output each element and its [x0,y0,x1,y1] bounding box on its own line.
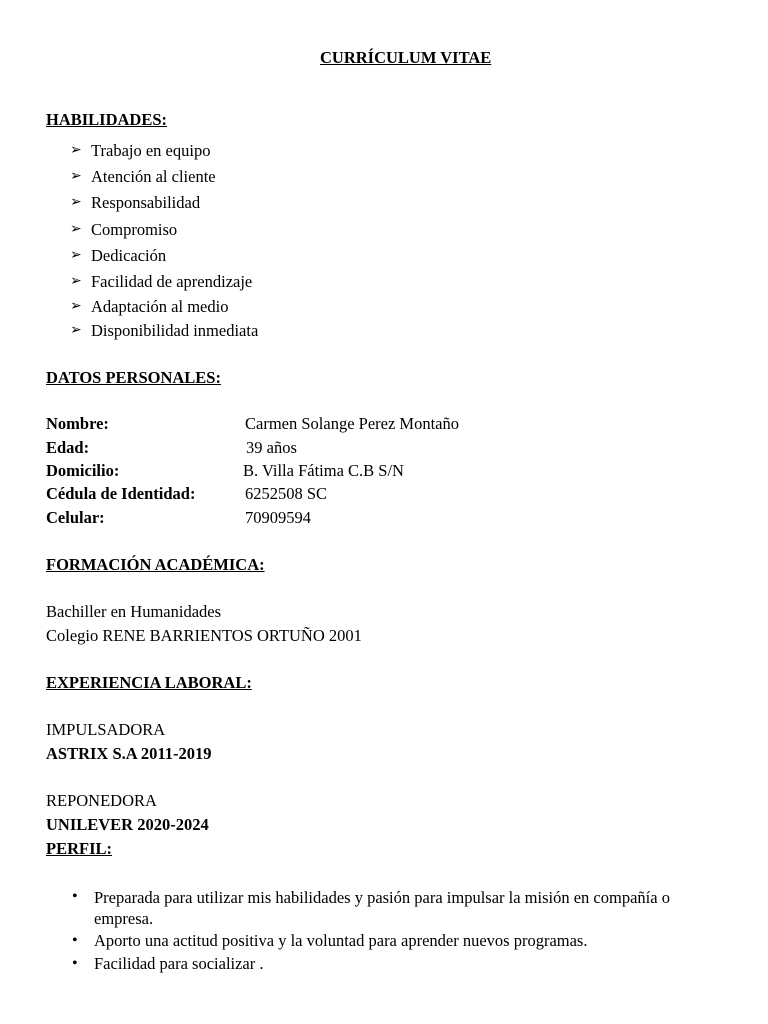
bullet-dot-icon: • [72,932,78,949]
skills-heading: HABILIDADES: [46,110,168,129]
skill-label: Trabajo en equipo [91,141,211,160]
profile-heading: PERFIL: [46,839,112,858]
job-company: ASTRIX S.A 2011-2019 [46,744,212,763]
skill-label: Responsabilidad [91,193,201,212]
arrow-bullet-icon: ➢ [70,142,82,158]
name-value: Carmen Solange Perez Montaño [245,414,459,433]
profile-item: Preparada para utilizar mis habilidades y pasión para impulsar la misión en compañía o empresa. [94,888,670,928]
bullet-dot-icon: • [72,955,78,972]
education-school: Colegio RENE BARRIENTOS ORTUÑO 2001 [46,626,362,645]
arrow-bullet-icon: ➢ [70,221,82,237]
job-company: UNILEVER 2020-2024 [46,815,209,834]
skill-label: Dedicación [91,246,167,265]
address-label: Domicilio: [46,461,120,480]
arrow-bullet-icon: ➢ [70,322,82,338]
arrow-bullet-icon: ➢ [70,273,82,289]
job-role: REPONEDORA [46,791,157,810]
page-title: CURRÍCULUM VITAE [320,48,492,67]
arrow-bullet-icon: ➢ [70,194,82,210]
arrow-bullet-icon: ➢ [70,247,82,263]
arrow-bullet-icon: ➢ [70,168,82,184]
id-card-label: Cédula de Identidad: [46,484,196,503]
bullet-dot-icon: • [72,888,78,905]
profile-item: Aporto una actitud positiva y la voluntad para aprender nuevos programas. [94,931,588,950]
education-heading: FORMACIÓN ACADÉMICA: [46,555,265,574]
personal-heading: DATOS PERSONALES: [46,368,221,387]
profile-item: Facilidad para socializar . [94,954,264,973]
arrow-bullet-icon: ➢ [70,298,82,314]
id-card-value: 6252508 SC [245,484,328,503]
age-value: 39 años [246,438,297,457]
skill-label: Disponibilidad inmediata [91,321,259,340]
phone-label: Celular: [46,508,105,527]
job-role: IMPULSADORA [46,720,166,739]
age-label: Edad: [46,438,90,457]
experience-heading: EXPERIENCIA LABORAL: [46,673,252,692]
phone-value: 70909594 [245,508,311,527]
skill-label: Atención al cliente [91,167,216,186]
skill-label: Compromiso [91,220,178,239]
name-label: Nombre: [46,414,109,433]
skill-label: Adaptación al medio [91,297,229,316]
education-degree: Bachiller en Humanidades [46,602,222,621]
skill-label: Facilidad de aprendizaje [91,272,253,291]
address-value: B. Villa Fátima C.B S/N [243,461,404,480]
